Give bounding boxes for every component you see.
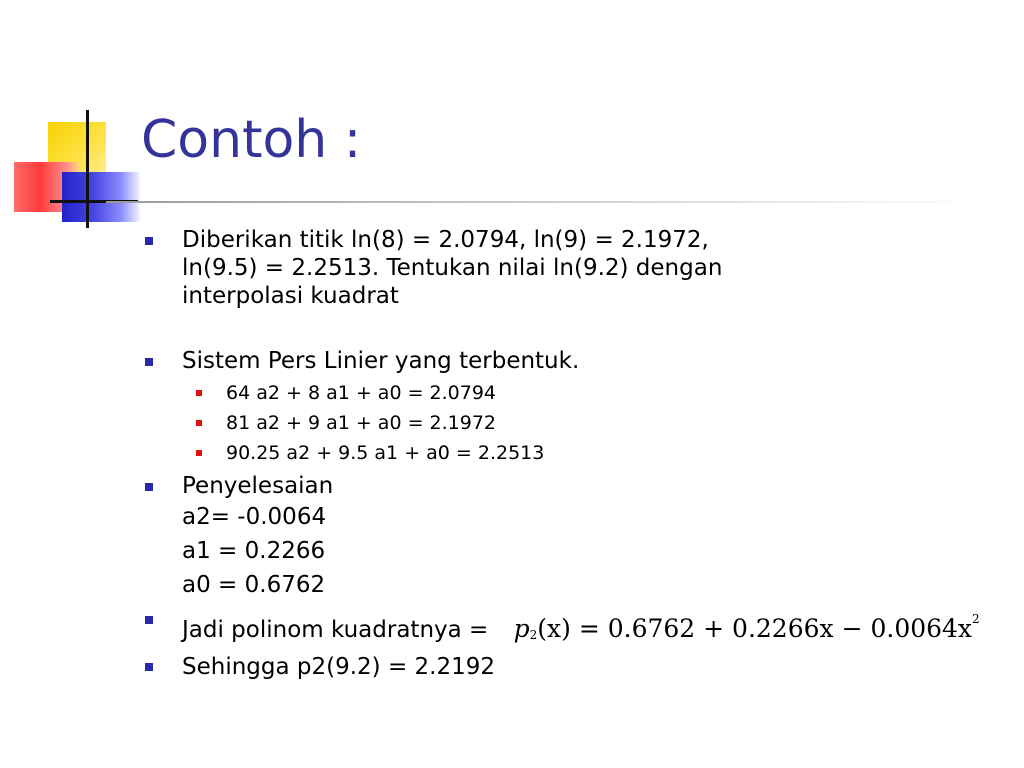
slide-content — [142, 226, 1002, 682]
bullet-result — [142, 652, 1002, 682]
solution-label: Penyelesaian — [182, 473, 334, 499]
corner-decoration — [0, 0, 160, 240]
solution-a0: a0 = 0.6762 — [182, 572, 326, 598]
solution-a2: a2= -0.0064 — [182, 504, 327, 530]
equation-text: 81 a2 + 9 a1 + a0 = 2.1972 — [226, 412, 497, 434]
decor-vertical-line — [86, 110, 89, 228]
sub-bullet-square-icon — [196, 450, 202, 456]
equation-item — [142, 378, 1002, 408]
system-label: Sistem Pers Linier yang terbentuk. — [182, 348, 580, 374]
bullet-square-icon — [145, 358, 153, 366]
problem-line-1: Diberikan titik ln(8) = 2.0794, ln(9) = 2.1972, — [182, 227, 709, 253]
bullet-polynomial — [142, 602, 1002, 652]
bullet-problem — [142, 226, 1002, 310]
polynomial-label: Jadi polinom kuadratnya = — [182, 617, 489, 643]
equation-text: 90.25 a2 + 9.5 a1 + a0 = 2.2513 — [226, 442, 545, 464]
formula-body: (x) = 0.6762 + 0.2266x − 0.0064x — [537, 614, 973, 643]
equation-item — [142, 408, 1002, 438]
formula-subscript: 2 — [529, 628, 538, 642]
bullet-system — [142, 347, 1002, 375]
bullet-square-icon — [145, 663, 153, 671]
equation-text: 64 a2 + 8 a1 + a0 = 2.0794 — [226, 382, 497, 404]
bullet-square-icon — [145, 237, 153, 245]
formula-p: p — [513, 614, 530, 643]
bullet-square-icon — [145, 483, 153, 491]
bullet-square-icon — [145, 616, 153, 624]
formula-superscript: 2 — [972, 612, 980, 626]
slide-title: Contoh : — [141, 110, 362, 170]
result-text: Sehingga p2(9.2) = 2.2192 — [182, 654, 496, 680]
solution-a1: a1 = 0.2266 — [182, 538, 326, 564]
title-underline — [106, 201, 986, 203]
sub-bullet-square-icon — [196, 420, 202, 426]
decor-blue-square — [62, 172, 140, 222]
sub-bullet-square-icon — [196, 390, 202, 396]
equation-item — [142, 438, 1002, 468]
bullet-solution — [142, 472, 1002, 500]
problem-line-3: interpolasi kuadrat — [182, 283, 399, 309]
polynomial-formula — [514, 614, 980, 643]
problem-line-2: ln(9.5) = 2.2513. Tentukan nilai ln(9.2) dengan — [182, 255, 723, 281]
